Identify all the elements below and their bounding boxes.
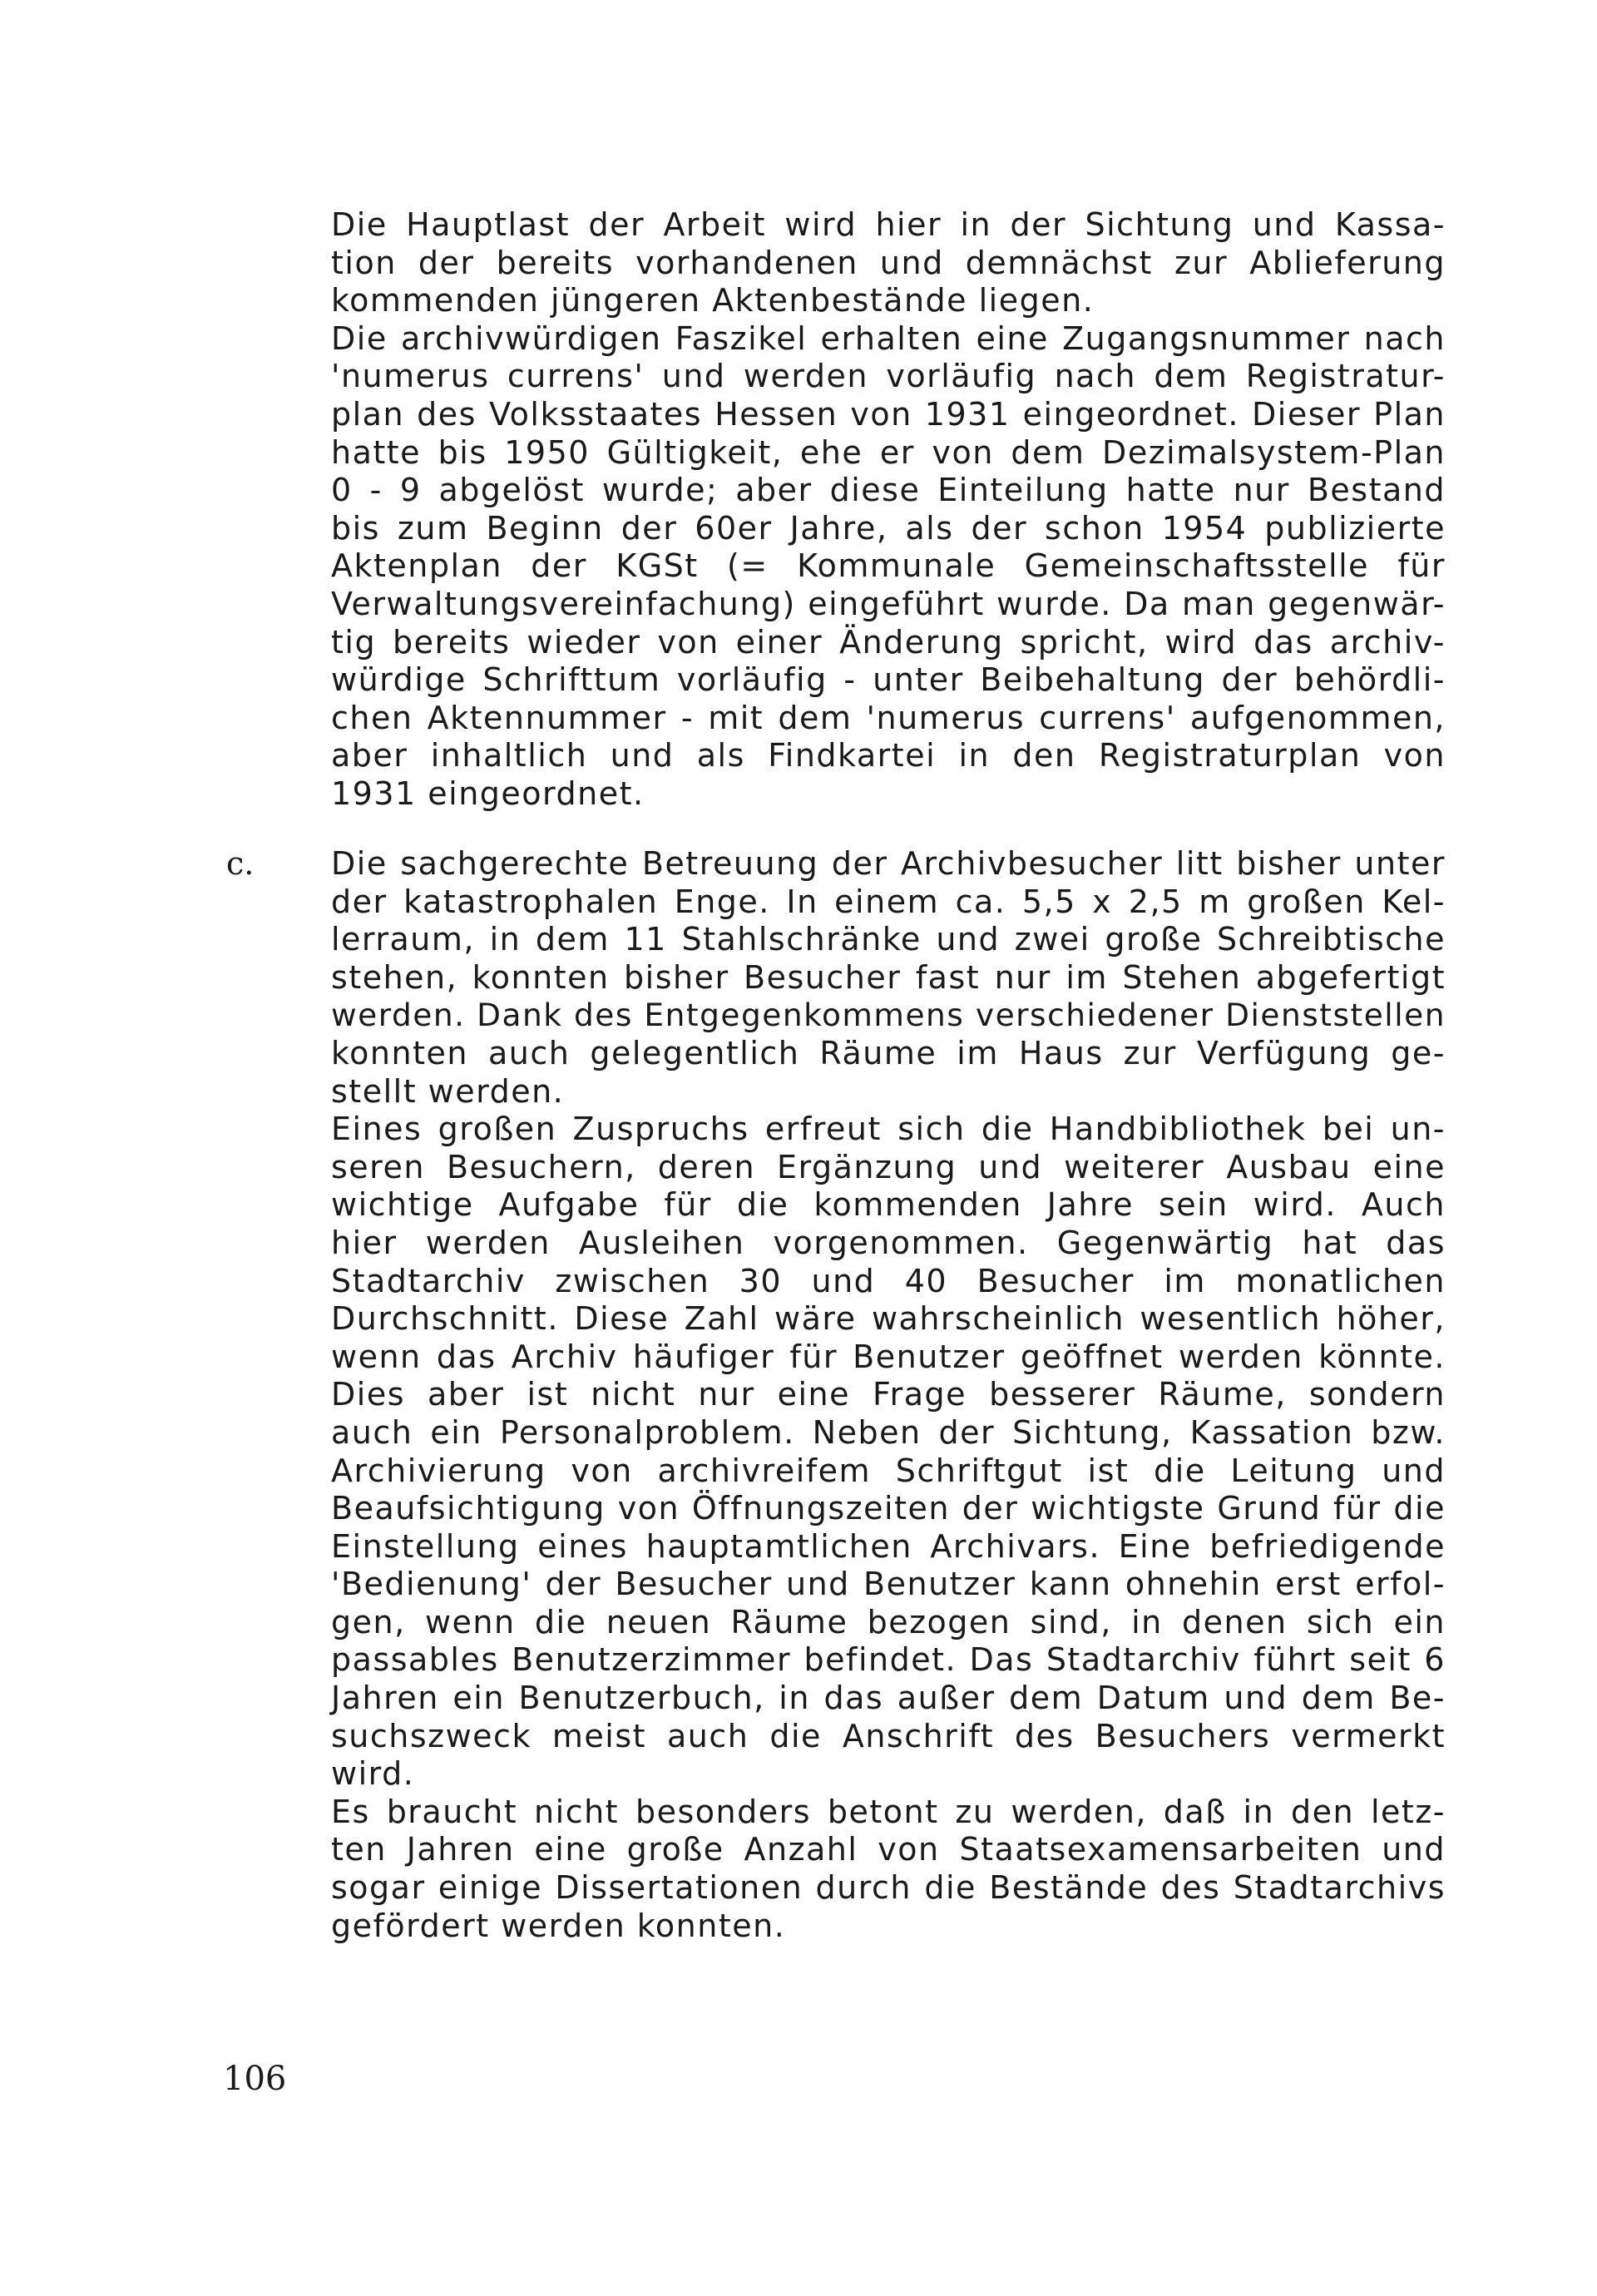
intro-paragraph xyxy=(331,206,1446,814)
text-line: tion der bereits vorhandenen und demnächst zur Ablieferung xyxy=(331,244,1446,281)
text-line: lerraum, in dem 11 Stahlschränke und zwei große Schreibtische xyxy=(331,921,1446,958)
text-line: Archivierung von archivreifem Schriftgut ist die Leitung und xyxy=(331,1452,1446,1489)
text-line: kommenden jüngeren Aktenbestände liegen. xyxy=(331,282,1095,319)
text-line: Die Hauptlast der Arbeit wird hier in der Sichtung und Kassa- xyxy=(331,206,1446,243)
text-line: chen Aktennummer - mit dem 'numerus currens' aufgenommen, xyxy=(331,699,1446,736)
text-line: Die sachgerechte Betreuung der Archivbesucher litt bisher unter xyxy=(331,845,1446,882)
text-line: konnten auch gelegentlich Räume im Haus zur Verfügung ge- xyxy=(331,1034,1446,1071)
text-line: gefördert werden konnten. xyxy=(331,1907,786,1944)
text-line: Jahren ein Benutzerbuch, in das außer dem Datum und dem Be- xyxy=(331,1680,1446,1717)
text-line: gen, wenn die neuen Räume bezogen sind, in denen sich ein xyxy=(331,1603,1446,1640)
text-line: hier werden Ausleihen vorgenommen. Gegenwärtig hat das xyxy=(331,1224,1446,1261)
text-line: 1931 eingeordnet. xyxy=(331,774,645,812)
text-line: Die archivwürdigen Faszikel erhalten eine Zugangsnummer nach xyxy=(331,319,1446,357)
section-marker: c. xyxy=(226,845,255,882)
text-line: tig bereits wieder von einer Änderung spricht, wird das archiv- xyxy=(331,623,1446,661)
text-line: 0 - 9 abgelöst wurde; aber diese Einteilung hatte nur Bestand xyxy=(331,472,1446,509)
text-line: 'numerus currens' und werden vorläufig nach dem Registratur- xyxy=(331,358,1446,395)
text-line: Einstellung eines hauptamtlichen Archivars. Eine befriedigende xyxy=(331,1527,1446,1565)
text-line: stellt werden. xyxy=(331,1072,565,1110)
text-line: Es braucht nicht besonders betont zu werden, daß in den letz- xyxy=(331,1793,1446,1830)
text-line: suchszweck meist auch die Anschrift des Besuchers vermerkt xyxy=(331,1717,1446,1754)
section-c-paragraph xyxy=(331,845,1446,1945)
text-line: Verwaltungsvereinfachung) eingeführt wurde. Da man gegenwär- xyxy=(331,585,1446,622)
text-line: wichtige Aufgabe für die kommenden Jahre sein wird. Auch xyxy=(331,1186,1446,1224)
text-line: Dies aber ist nicht nur eine Frage besserer Räume, sondern xyxy=(331,1376,1446,1413)
text-line: ten Jahren eine große Anzahl von Staatsexamensarbeiten und xyxy=(331,1831,1446,1868)
text-line: aber inhaltlich und als Findkartei in den Registraturplan von xyxy=(331,737,1446,774)
text-line: seren Besuchern, deren Ergänzung und weiterer Ausbau eine xyxy=(331,1148,1446,1185)
text-line: wenn das Archiv häufiger für Benutzer geöffnet werden könnte. xyxy=(331,1338,1446,1375)
text-line: würdige Schrifttum vorläufig - unter Beibehaltung der behördli- xyxy=(331,661,1446,699)
text-line: Durchschnitt. Diese Zahl wäre wahrscheinlich wesentlich höher, xyxy=(331,1300,1446,1338)
text-line: bis zum Beginn der 60er Jahre, als der schon 1954 publizierte xyxy=(331,509,1446,547)
text-line: Stadtarchiv zwischen 30 und 40 Besucher im monatlichen xyxy=(331,1262,1446,1299)
text-line: Beaufsichtigung von Öffnungszeiten der wichtigste Grund für die xyxy=(331,1490,1446,1527)
text-line: sogar einige Dissertationen durch die Bestände des Stadtarchivs xyxy=(331,1869,1446,1907)
text-line: hatte bis 1950 Gültigkeit, ehe er von dem Dezimalsystem-Plan xyxy=(331,433,1446,471)
text-line: der katastrophalen Enge. In einem ca. 5,5 x 2,5 m großen Kel- xyxy=(331,883,1446,920)
text-line: passables Benutzerzimmer befindet. Das Stadtarchiv führt seit 6 xyxy=(331,1641,1446,1679)
text-line: plan des Volksstaates Hessen von 1931 eingeordnet. Dieser Plan xyxy=(331,395,1446,433)
text-line: wird. xyxy=(331,1755,415,1793)
text-line: auch ein Personalproblem. Neben der Sichtung, Kassation bzw. xyxy=(331,1413,1446,1451)
text-line: 'Bedienung' der Besucher und Benutzer kann ohnehin erst erfol- xyxy=(331,1566,1446,1603)
page-number: 106 xyxy=(223,2060,287,2098)
text-line: stehen, konnten bisher Besucher fast nur im Stehen abgefertigt xyxy=(331,958,1446,996)
text-line: Eines großen Zuspruchs erfreut sich die Handbibliothek bei un- xyxy=(331,1111,1446,1148)
text-line: werden. Dank des Entgegenkommens verschiedener Dienststellen xyxy=(331,997,1446,1034)
text-line: Aktenplan der KGSt (= Kommunale Gemeinschaftsstelle für xyxy=(331,547,1446,585)
